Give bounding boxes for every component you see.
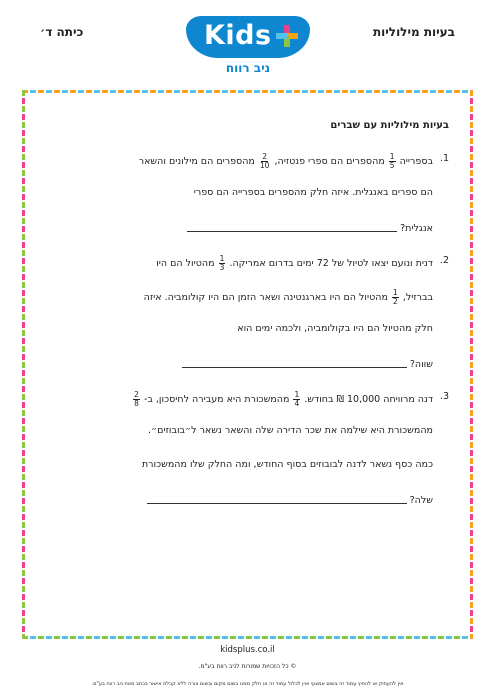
fraction-numerator: 1 [219,254,225,263]
frame-left-border [22,90,25,639]
answer-blank[interactable] [182,357,407,368]
question-line [40,425,433,459]
fraction-numerator: 1 [294,390,300,399]
fraction-denominator: 8 [134,399,139,408]
question-text: חלק מהטיול הם היו בקולומביה, ולכמה ימים הוא [237,323,433,334]
fraction [219,255,226,272]
question-text: מהמשכורת היא שילמה את שכר הדירה שלה והשאר נשאר ל״בובוזים״. [148,425,433,436]
question-text: כמה כסף נשאר לדנה לבובוזים בסוף החודש, ומה החלק שלו מהמשכורת [141,459,433,470]
question-number: 1. [439,153,449,164]
question-text: מהספרים הם ספרי פנטזיה, [274,156,385,167]
fraction-denominator: 5 [389,161,395,170]
question-3 [40,391,459,527]
question-line [40,221,433,255]
fraction [133,391,140,408]
question-1 [40,153,459,255]
fraction [293,391,300,408]
worksheet-topic: בעיות מילוליות [372,25,455,39]
question-line [40,357,433,391]
question-text: בברזיל, [402,292,433,303]
fraction-denominator: 3 [219,263,225,272]
question-line [40,323,433,357]
question-line [40,493,433,527]
question-2 [40,255,459,391]
question-text: מהטיול הם היו [156,258,215,269]
worksheet-body [40,120,459,527]
logo-subtitle: ניב רווח [225,61,271,75]
fraction [392,289,399,306]
fraction [259,153,271,170]
fraction-denominator: 2 [393,297,398,306]
page-title: בעיות מילוליות עם שברים [330,120,449,131]
logo-text: Kids [204,20,272,51]
footer-copyright: © כל הזכויות שמורות לניב רווח בע"מ. [198,663,297,670]
frame-right-border [470,90,473,639]
question-line [40,459,433,493]
answer-blank[interactable] [147,493,407,504]
question-text: שווה? [409,359,433,370]
plus-icon [276,25,298,47]
fraction-denominator: 4 [294,399,300,408]
question-number: 3. [439,391,449,402]
fraction-denominator: 10 [259,161,270,170]
question-text: בספרייה [399,156,433,167]
question-text: אנגלית? [400,223,433,234]
question-text: מהטיול הם היו בארגנטינה ושאר הזמן הם היו קולומביה. איזה [143,292,388,303]
question-text: שלה? [409,495,433,506]
fraction-numerator: 1 [389,152,395,161]
question-line [40,187,433,221]
question-line [40,255,433,289]
question-text: הם ספרים באנגלית. איזה חלק מהספרים בספרייה הם ספרי [193,187,433,198]
question-text: דנית ונועם יצאו לטיול של 72 ימים בדרום אמריקה. [229,258,433,269]
fraction-numerator: 2 [262,152,268,161]
question-text: מהספרים הם מילונים והשאר [138,156,255,167]
question-line [40,153,433,187]
footer-legal: אין להעתיק או להפיץ עמוד זה בשום אמצעי ואין לכלול עמוד זה או חלק ממנו בשום מקום ובשום צורה ללא קבלת אישור בכתב מאת ניב רווח בע"מ. [91,681,404,687]
answer-blank[interactable] [187,221,397,232]
kids-plus-logo [186,16,310,78]
fraction-numerator: 2 [134,390,139,399]
footer-url[interactable]: kidsplus.co.il [220,645,275,655]
question-line [40,289,433,323]
frame-bottom-border [22,636,473,639]
question-text: דנה מרוויחה 10,000 ₪ בחודש. [304,394,433,405]
question-number: 2. [439,255,449,266]
fraction-numerator: 1 [393,288,398,297]
question-line [40,391,433,425]
frame-top-border [22,90,473,93]
fraction [389,153,396,170]
question-text: מהמשכורת היא מעבירה לחיסכון, ב- [143,394,290,405]
grade-label: כיתה ד׳ [40,25,84,39]
